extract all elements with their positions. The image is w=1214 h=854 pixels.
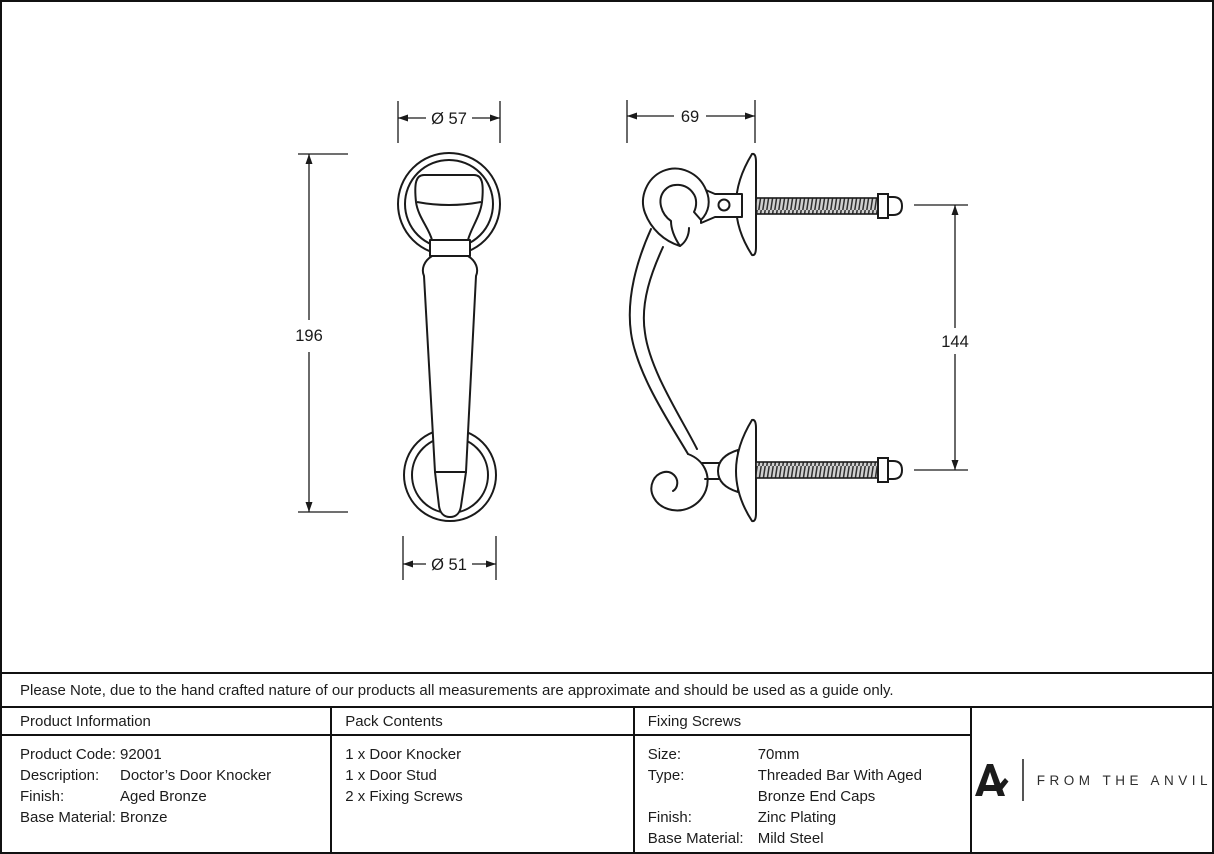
row-label: Description: — [20, 767, 100, 784]
row-label: Base Material: — [647, 830, 744, 847]
brand-cell — [972, 708, 1212, 852]
row-label: Type: — [647, 767, 685, 784]
row-value: Threaded Bar With Aged Bronze End Caps — [757, 767, 922, 805]
dimension-label-fixing-centres: 144 — [941, 333, 969, 351]
table-row — [648, 807, 970, 828]
table-row — [648, 828, 970, 849]
brand-divider — [1022, 759, 1024, 801]
fixing-screws-header: Fixing Screws — [635, 708, 970, 736]
pack-contents-column — [332, 708, 635, 852]
dimension-label-top-diameter: Ø 57 — [431, 110, 467, 128]
anvil-logo-icon — [972, 762, 1009, 798]
dimension-label-height: 196 — [295, 327, 323, 345]
table-row — [20, 765, 330, 786]
measurement-note: Please Note, due to the hand crafted nature of our products all measurements are approximate and should be used as a guide only. — [2, 672, 1212, 708]
fixing-screws-column — [635, 708, 972, 852]
row-value: Bronze — [120, 809, 168, 826]
dimension-label-bottom-diameter: Ø 51 — [431, 556, 467, 574]
technical-drawing — [2, 2, 1212, 672]
product-information-header: Product Information — [2, 708, 330, 736]
list-item: 2 x Fixing Screws — [345, 788, 463, 805]
row-value: 70mm — [757, 746, 800, 763]
spec-table — [2, 708, 1212, 852]
row-value: Mild Steel — [757, 830, 824, 847]
row-value: Aged Bronze — [120, 788, 207, 805]
dimension-label-projection: 69 — [680, 108, 700, 126]
side-view — [627, 100, 969, 521]
row-label: Base Material: — [20, 809, 116, 826]
row-value: Doctor’s Door Knocker — [120, 767, 272, 784]
row-label: Product Code: — [20, 746, 116, 763]
table-row — [648, 765, 970, 807]
table-row — [648, 744, 970, 765]
table-row — [20, 807, 330, 828]
pack-contents-header: Pack Contents — [332, 708, 633, 736]
row-value: 92001 — [120, 746, 162, 763]
row-label: Finish: — [20, 788, 65, 805]
table-row — [20, 744, 330, 765]
row-label: Size: — [647, 746, 682, 763]
brand-name: FROM THE ANVIL — [1036, 772, 1212, 788]
table-row — [20, 786, 330, 807]
list-item: 1 x Door Stud — [345, 767, 437, 784]
front-view — [295, 101, 500, 580]
row-value: Zinc Plating — [757, 809, 837, 826]
list-item: 1 x Door Knocker — [345, 746, 462, 763]
product-information-column — [2, 708, 332, 852]
info-panel — [2, 672, 1212, 852]
row-label: Finish: — [647, 809, 692, 826]
